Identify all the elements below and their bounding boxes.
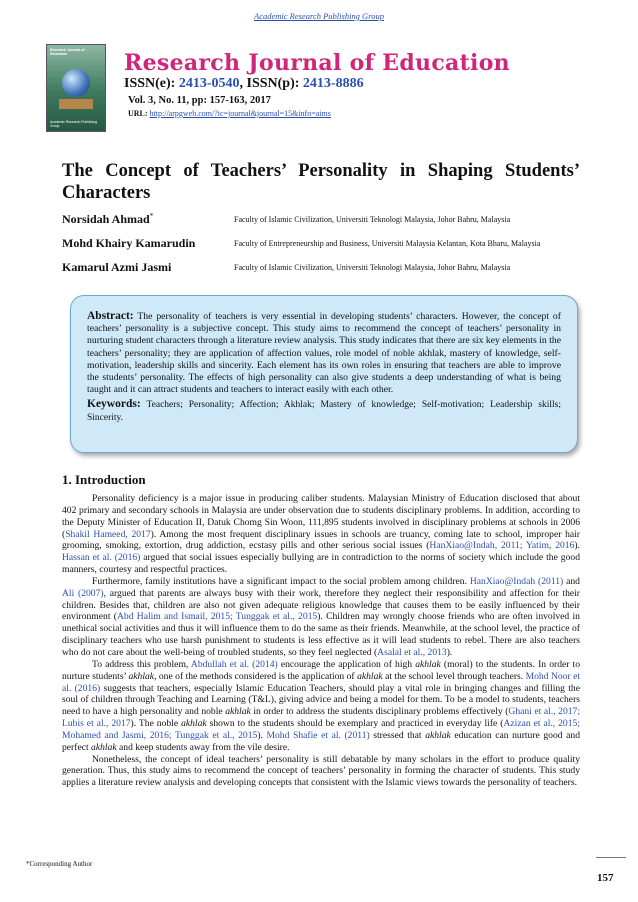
cover-title: Research Journal of Education bbox=[50, 48, 85, 56]
keywords-label: Keywords: bbox=[87, 398, 141, 411]
journal-url-link[interactable]: http://arpgweb.com/?ic=journal&journal=15&info=aims bbox=[149, 109, 331, 118]
journal-title: Research Journal of Education bbox=[124, 50, 510, 76]
introduction-section bbox=[62, 472, 580, 789]
page-number-rule bbox=[596, 857, 626, 858]
cover-logo-text: Academic Research Publishing Group bbox=[50, 120, 97, 128]
issn-p-number[interactable]: 2413-8886 bbox=[302, 76, 364, 91]
citation-link[interactable]: Ghani et al., 2017; Lubis et al., 2017 bbox=[62, 706, 580, 730]
citation-link[interactable]: Shakil Hameed, 2017 bbox=[65, 528, 151, 540]
abstract-box bbox=[70, 295, 578, 453]
citation-link[interactable]: HanXiao@Indah, 2011; Yatim, 2016 bbox=[429, 540, 575, 552]
corresponding-author-note: *Corresponding Author bbox=[26, 860, 93, 868]
citation-link[interactable]: Azizan et al., 2015; Mohamed and Jasmi, 2016; Tunggak et al., 2015 bbox=[62, 718, 580, 741]
author-row bbox=[62, 260, 582, 284]
url-line bbox=[128, 109, 331, 118]
author-row bbox=[62, 236, 582, 260]
section-heading: 1. Introduction bbox=[62, 472, 146, 487]
author-affiliation: Faculty of Islamic Civilization, Universiti Teknologi Malaysia, Johor Bahru, Malaysia bbox=[234, 263, 511, 272]
author-list bbox=[62, 212, 582, 284]
page-number: 157 bbox=[597, 872, 614, 884]
publisher-link[interactable]: Academic Research Publishing Group bbox=[254, 11, 384, 21]
citation-link[interactable]: HanXiao@Indah (2011) bbox=[469, 575, 564, 587]
author-name: Norsidah Ahmad* bbox=[62, 212, 154, 226]
journal-cover-image bbox=[46, 44, 106, 132]
citation-link[interactable]: Mohd Noor et al. (2016) bbox=[62, 670, 581, 694]
paper-title: The Concept of Teachers’ Personality in Shaping Students’ Characters bbox=[62, 161, 580, 203]
keywords bbox=[87, 398, 561, 423]
citation-link[interactable]: Ali (2007) bbox=[62, 587, 104, 599]
issn-line bbox=[124, 76, 364, 92]
author-affiliation: Faculty of Entrepreneurship and Business, Universiti Malaysia Kelantan, Kota Bharu, Malaysia bbox=[234, 239, 541, 248]
issn-e-number[interactable]: 2413-0540 bbox=[178, 76, 240, 91]
citation-link[interactable]: Asalal et al., 2013 bbox=[377, 646, 447, 658]
citation-link[interactable]: Mohd Shafie et al. (2011) bbox=[266, 729, 370, 741]
author-affiliation: Faculty of Islamic Civilization, Universiti Teknologi Malaysia, Johor Bahru, Malaysia bbox=[234, 215, 511, 224]
globe-icon bbox=[62, 69, 90, 97]
intro-paragraph-2: Furthermore, family institutions have a significant impact to the social problem among children. HanXiao@Indah (2011) and Ali (2007), argued that parents are always busy with their work, therefore they neglect their responsibility and affection for their children. Besides that, children are also not given adequate religious knowledge that causes them to be easily influenced by their environment (Abd Halim and Ismail, 2015; Tunggak et al., 2015). Children may wrongly choose friends who are often involved in unethical social activities and thus it will influence them to do the same as their friends. Meanwhile, at the school level, the practice of disciplinary teachers who use harsh punishment to students is less effective as it will lead students to rebel. There are also teachers who do not care about the well-being of troubled students, so they feel neglected (Asalal et al., 2013). bbox=[62, 575, 580, 658]
abstract-text bbox=[87, 310, 561, 396]
corresponding-mark: * bbox=[149, 212, 154, 220]
issn-e-label: ISSN(e): bbox=[124, 76, 179, 91]
keywords-body: Teachers; Personality; Affection; Akhlak; Mastery of knowledge; Self-motivation; Leadership skills; Sincerity. bbox=[87, 400, 561, 423]
intro-paragraph-3: To address this problem, Abdullah et al. (2014) encourage the application of high akhlak (moral) to the students. In order to nurture students’ akhlak, one of the methods considered is the application of akhlak at the school level through teachers. Mohd Noor et al. (2016) suggests that teachers, especially Islamic Education Teachers, should play a vital role in bringing changes and filling the soul of children through Teaching and Learning (T&L), giving advice and being a model for them. To be a model to students, teachers need to have a high personality and noble akhlak in order to address the students disciplinary problems effectively (Ghani et al., 2017; Lubis et al., 2017). The noble akhlak shown to the students should be exemplary and practiced in everyday life (Azizan et al., 2015; Mohamed and Jasmi, 2016; Tunggak et al., 2015). Mohd Shafie et al. (2011) stressed that akhlak education can nurture good and perfect akhlak and keep students away from the vile desire. bbox=[62, 658, 581, 753]
citation-link[interactable]: Abdullah et al. (2014) bbox=[190, 658, 278, 670]
intro-paragraph-1: Personality deficiency is a major issue in producing caliber students. Malaysian Ministry of Education disclosed that about 402 primary and secondary schools in Malaysia are under observation due to students disciplinary problems. In addition, according to the Deputy Minister of Education II, Datuk Chomg Sin Woon, 111,895 students involved in disciplinary problems at schools in 2006 (Shakil Hameed, 2017). Among the most frequent disciplinary issues in schools are truancy, coming late to school, improper hair grooming, smoking, extortion, drug addiction, ecstasy pills and other serious social issues (HanXiao@Indah, 2011; Yatim, 2016). Hassan et al. (2016) argued that social issues especially bullying are in contradiction to the norms of society which include the good manners, courtesy and respectful practices. bbox=[62, 493, 580, 576]
url-label: URL: bbox=[128, 109, 150, 118]
author-name: Kamarul Azmi Jasmi bbox=[62, 260, 172, 274]
abstract-label: Abstract: bbox=[87, 310, 134, 322]
citation-link[interactable]: Hassan et al. (2016) bbox=[62, 552, 141, 564]
issn-p-label: , ISSN(p): bbox=[239, 76, 303, 91]
citation-link[interactable]: Abd Halim and Ismail, 2015; Tunggak et al., 2015 bbox=[116, 611, 318, 623]
author-row bbox=[62, 212, 582, 236]
abstract-body: The personality of teachers is very essential in developing students’ characters. However, the concept of teachers’ personality is a subjective concept. This study aims to recommend the concept of teachers’ personality in nurturing student characters through a literature review analysis. This study indicates that there are six key elements in the teachers’ personality; they are application of affection values, role model of noble akhlak, mastery of knowledge, self-motivation, leadership skills and sincerity. Each element has its own roles in ensuring that teachers are able to improve the students’ personality. The effects of high personality can also give students a deep understanding of what is being taught and it can attract students and teachers to interact easily with each other. bbox=[87, 311, 561, 396]
volume-info: Vol. 3, No. 11, pp: 157-163, 2017 bbox=[128, 95, 271, 106]
author-name: Mohd Khairy Kamarudin bbox=[62, 236, 196, 250]
intro-paragraph-4: Nonetheless, the concept of ideal teachers’ personality is still debatable by many scholars in the effort to produce quality generation. Thus, this study aims to recommend the concept of teachers’ personality in forming the character of students. This study applies a literature review analysis and developing concepts that consistent with the Islamic views towards the personality of teachers. bbox=[62, 753, 580, 789]
books-icon bbox=[59, 99, 93, 109]
